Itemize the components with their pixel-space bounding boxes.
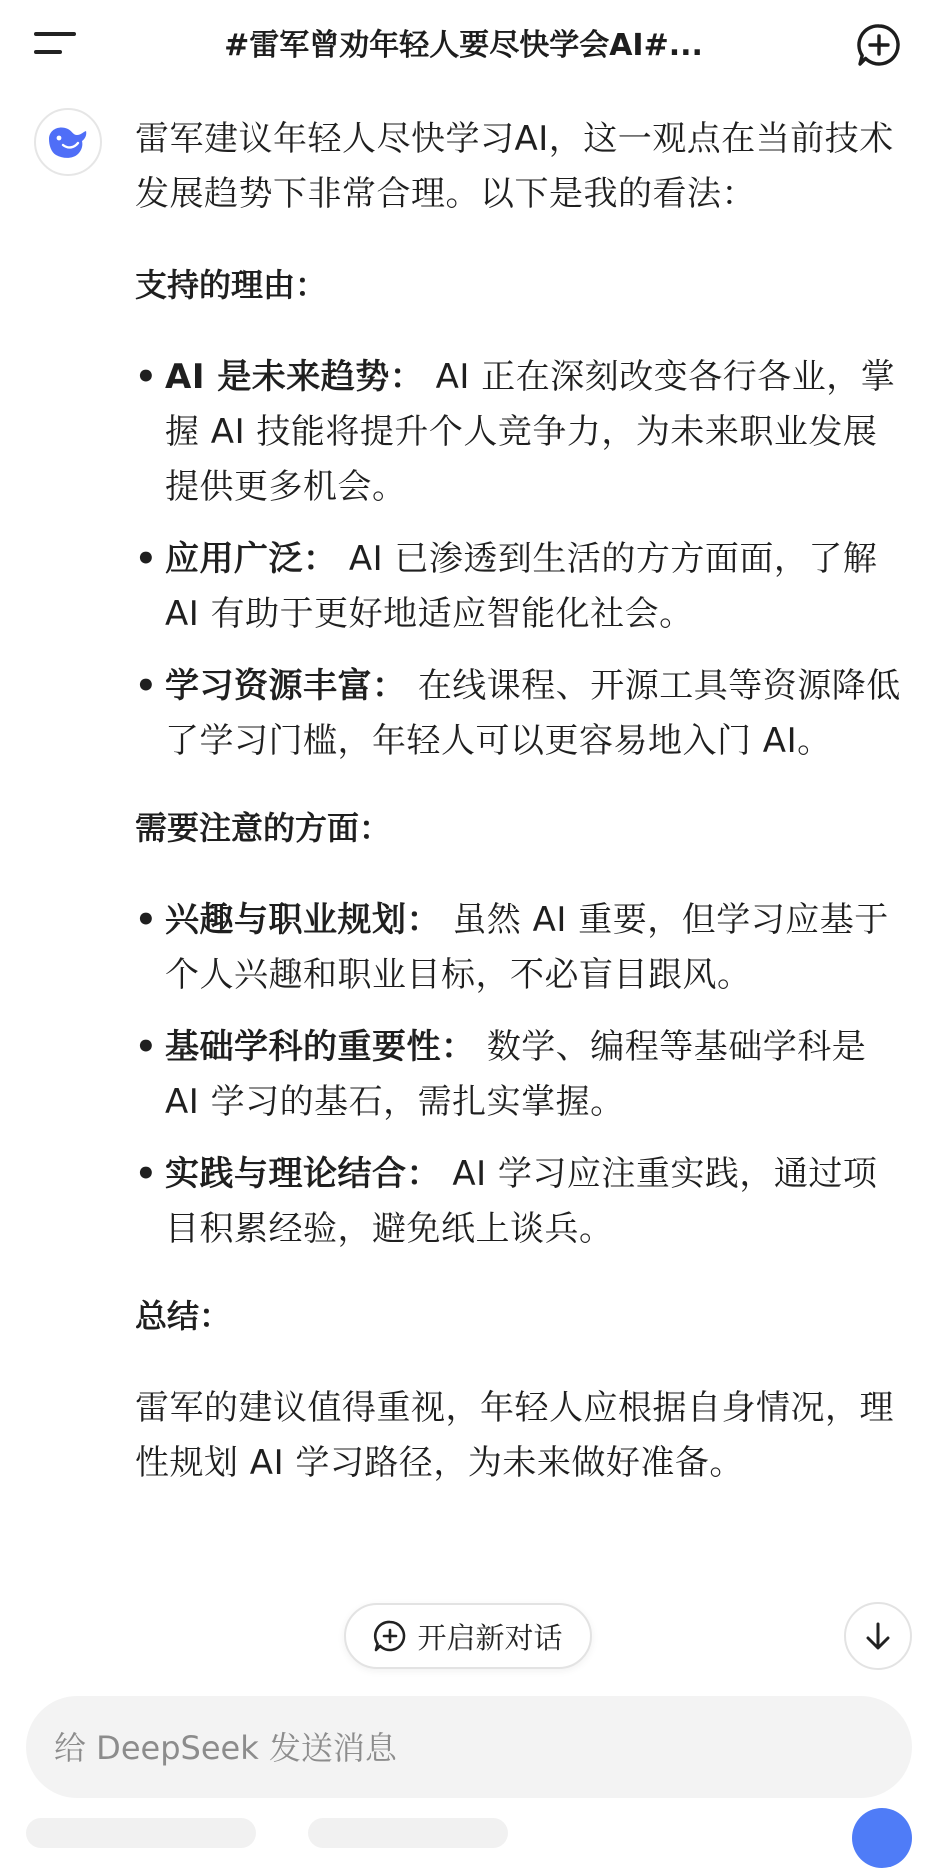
list-item-text: AI 正在深刻改变各行各业，掌握 AI 技能将提升个人竞争力，为未来职业发展提供更多机会。 [165, 357, 896, 507]
list-item-title: 兴趣与职业规划： [165, 900, 441, 940]
assistant-message [135, 112, 905, 1491]
deep-think-toggle[interactable] [26, 1818, 256, 1848]
list-item-title: 实践与理论结合： [165, 1154, 441, 1194]
considerations-list [135, 893, 905, 1257]
top-bar [0, 0, 927, 92]
message-input[interactable] [52, 1696, 876, 1800]
list-item-title: 基础学科的重要性： [165, 1027, 476, 1067]
list-item [135, 659, 905, 769]
chat-plus-icon [373, 1619, 407, 1653]
list-item [135, 1020, 905, 1130]
list-item [135, 1147, 905, 1257]
deepseek-whale-icon [46, 123, 90, 161]
list-item-title: AI 是未来趋势： [165, 357, 425, 397]
send-button[interactable] [852, 1808, 912, 1868]
section-heading: 支持的理由： [135, 266, 328, 304]
summary-text: 雷军的建议值得重视，年轻人应根据自身情况，理性规划 AI 学习路径，为未来做好准备。 [135, 1388, 894, 1483]
list-item [135, 893, 905, 1003]
list-item-text: AI 已渗透到生活的方方面面，了解 AI 有助于更好地适应智能化社会。 [165, 539, 878, 634]
list-item-text: 虽然 AI 重要，但学习应基于个人兴趣和职业目标，不必盲目跟风。 [165, 900, 889, 995]
summary-heading: 总结： [135, 1297, 232, 1335]
list-item-text: 在线课程、开源工具等资源降低了学习门槛，年轻人可以更容易地入门 AI。 [165, 666, 901, 761]
list-item-title: 应用广泛： [165, 539, 338, 579]
list-item-title: 学习资源丰富： [165, 666, 407, 706]
composer [26, 1696, 912, 1798]
arrow-down-icon [861, 1619, 895, 1653]
new-chat-button[interactable] [344, 1603, 592, 1669]
list-item [135, 350, 905, 515]
list-item-text: AI 学习应注重实践，通过项目积累经验，避免纸上谈兵。 [165, 1154, 878, 1249]
new-chat-label: 开启新对话 [417, 1620, 563, 1655]
message-intro: 雷军建议年轻人尽快学习AI，这一观点在当前技术发展趋势下非常合理。以下是我的看法： [135, 119, 894, 214]
section-heading: 需要注意的方面： [135, 809, 392, 847]
new-chat-icon[interactable] [856, 22, 902, 68]
menu-icon[interactable] [34, 28, 78, 58]
list-item-text: 数学、编程等基础学科是 AI 学习的基石，需扎实掌握。 [165, 1027, 867, 1122]
page-title: #雷军曾劝年轻人要尽快学会AI#... [224, 28, 703, 63]
list-item [135, 532, 905, 642]
web-search-toggle[interactable] [308, 1818, 508, 1848]
assistant-avatar [34, 108, 102, 176]
reasons-list [135, 350, 905, 769]
scroll-to-bottom-button[interactable] [844, 1602, 912, 1670]
